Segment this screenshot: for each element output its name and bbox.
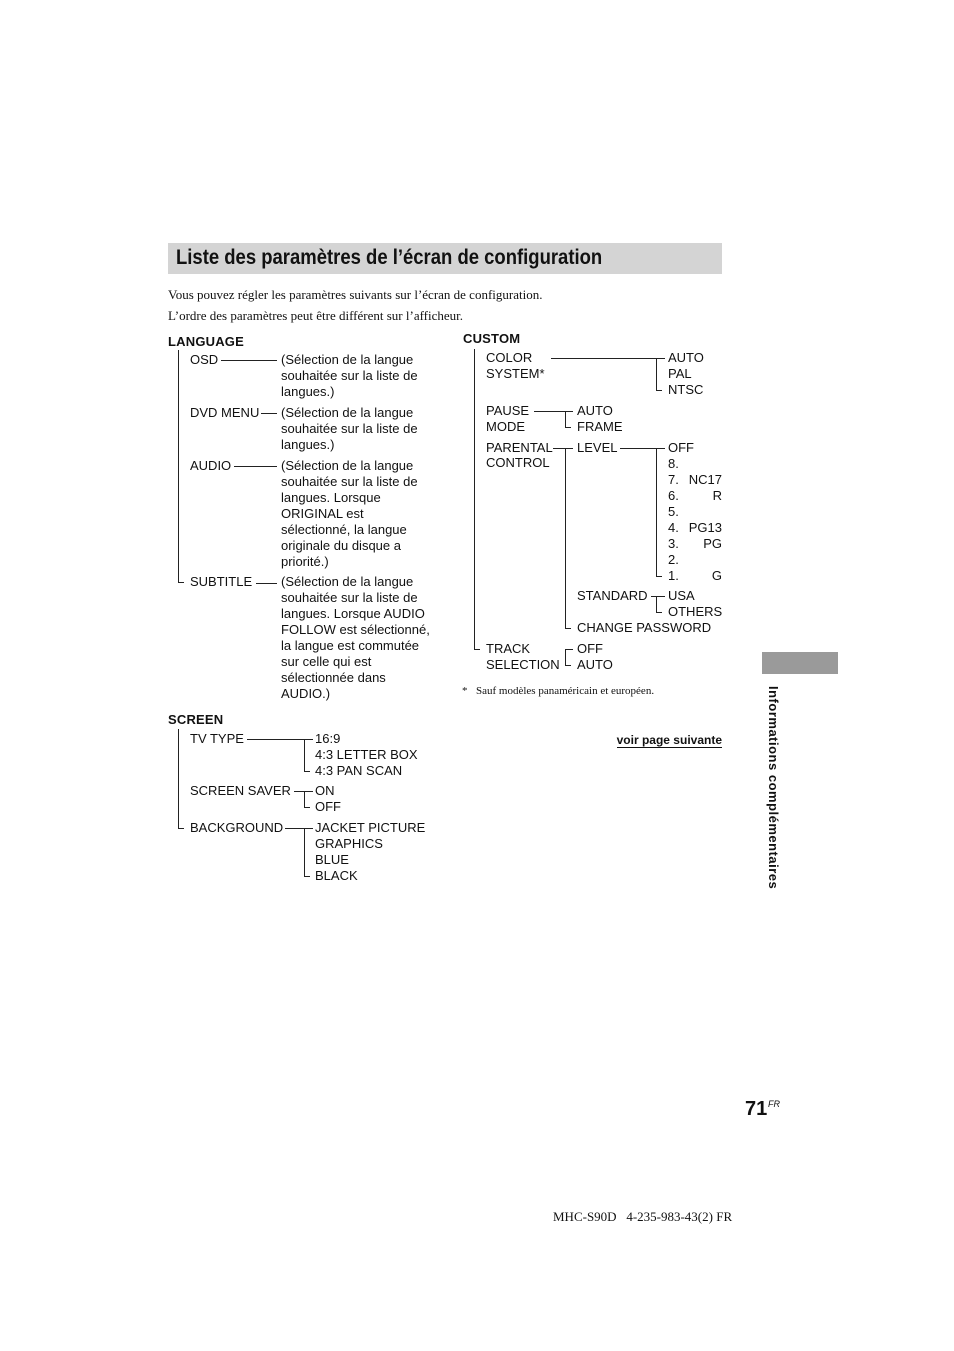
background-option: GRAPHICS — [315, 836, 383, 851]
tree-end-tick — [178, 828, 184, 829]
track-selection-option: OFF — [577, 641, 603, 656]
background-option: JACKET PICTURE — [315, 820, 426, 835]
subtitle-label: SUBTITLE — [190, 574, 253, 589]
option-bracket — [565, 411, 566, 428]
subtitle-desc-8: AUDIO.) — [281, 686, 331, 701]
connector — [285, 828, 313, 829]
connector — [534, 411, 573, 412]
track-selection-option: AUTO — [577, 657, 613, 672]
subtitle-desc-2: souhaitée sur la liste de — [281, 590, 418, 605]
dvd-menu-label: DVD MENU — [190, 405, 260, 420]
audio-desc-3: langues. Lorsque — [281, 490, 381, 505]
parental-control-label: CONTROL — [486, 455, 550, 470]
track-selection-label: TRACK — [486, 641, 531, 656]
audio-desc-1: (Sélection de la langue — [281, 458, 414, 473]
audio-desc-6: originale du disque a — [281, 538, 401, 553]
option-tick — [304, 771, 310, 772]
dvd-menu-desc-3: langues.) — [281, 437, 335, 452]
color-system-option: NTSC — [668, 382, 704, 397]
standard-option: OTHERS — [668, 604, 723, 619]
option-tick — [304, 876, 310, 877]
change-password-label: CHANGE PASSWORD — [577, 620, 712, 635]
background-option: BLUE — [315, 852, 349, 867]
connector — [234, 466, 277, 467]
side-tab-marker — [762, 652, 838, 674]
level-num: OFF — [668, 440, 694, 455]
side-section-label: Informations complémentaires — [766, 686, 781, 890]
tv-type-label: TV TYPE — [190, 731, 244, 746]
audio-desc-5: sélectionné, la langue — [281, 522, 407, 537]
option-bracket — [656, 596, 657, 613]
color-system-label: SYSTEM* — [486, 366, 545, 381]
subtitle-desc-6: sur celle qui est — [281, 654, 372, 669]
tv-type-option: 4:3 LETTER BOX — [315, 747, 418, 762]
screen-saver-label: SCREEN SAVER — [190, 783, 291, 798]
page-lang: FR — [768, 1099, 780, 1109]
language-heading: LANGUAGE — [168, 334, 244, 349]
audio-desc-7: priorité.) — [281, 554, 329, 569]
connector — [551, 358, 665, 359]
screen-saver-option: ON — [315, 783, 335, 798]
screen-tree-line — [178, 729, 179, 829]
next-page-link[interactable]: voir page suivante — [616, 733, 722, 747]
level-num: 8. — [668, 456, 679, 471]
option-tick — [565, 628, 571, 629]
option-bracket — [565, 649, 566, 666]
option-bracket — [304, 791, 305, 808]
option-tick — [656, 612, 662, 613]
color-system-label: COLOR — [486, 350, 533, 365]
connector — [256, 583, 277, 584]
dvd-menu-desc-2: souhaitée sur la liste de — [281, 421, 418, 436]
page-title: Liste des paramètres de l’écran de configuration — [176, 246, 603, 269]
pause-mode-label: MODE — [486, 419, 525, 434]
option-tick — [656, 390, 662, 391]
level-num: 7. — [668, 472, 679, 487]
level-rating: PG — [703, 536, 722, 551]
level-num: 1. — [668, 568, 679, 583]
connector — [553, 448, 573, 449]
option-bracket — [656, 358, 657, 391]
connector — [221, 360, 277, 361]
option-tick — [656, 576, 662, 577]
connector — [565, 649, 573, 650]
dvd-menu-desc-1: (Sélection de la langue — [281, 405, 414, 420]
connector — [620, 448, 665, 449]
osd-desc-1: (Sélection de la langue — [281, 352, 414, 367]
subtitle-desc-4: FOLLOW est sélectionné, — [281, 622, 430, 637]
osd-label: OSD — [190, 352, 219, 367]
option-tick — [565, 427, 571, 428]
intro-line-1: Vous pouvez régler les paramètres suivants sur l’écran de configuration. — [168, 287, 543, 302]
level-num: 6. — [668, 488, 679, 503]
custom-heading: CUSTOM — [463, 331, 521, 346]
page-number: 71 — [745, 1098, 768, 1120]
osd-desc-2: souhaitée sur la liste de — [281, 368, 418, 383]
subtitle-desc-7: sélectionnée dans — [281, 670, 386, 685]
tree-end-tick — [178, 582, 184, 583]
subtitle-desc-5: la langue est commutée — [281, 638, 420, 653]
standard-label: STANDARD — [577, 588, 648, 603]
level-num: 4. — [668, 520, 679, 535]
track-selection-label: SELECTION — [486, 657, 560, 672]
pause-mode-option: AUTO — [577, 403, 613, 418]
audio-label: AUDIO — [190, 458, 232, 473]
level-rating: R — [712, 488, 722, 503]
background-option: BLACK — [315, 868, 358, 883]
level-rating: NC17 — [688, 472, 722, 487]
title-bar — [168, 243, 722, 274]
color-system-option: AUTO — [668, 350, 704, 365]
pause-mode-label: PAUSE — [486, 403, 530, 418]
standard-option: USA — [668, 588, 695, 603]
level-label: LEVEL — [577, 440, 618, 455]
color-system-option: PAL — [668, 366, 692, 381]
subtitle-desc-1: (Sélection de la langue — [281, 574, 414, 589]
level-num: 2. — [668, 552, 679, 567]
level-num: 3. — [668, 536, 679, 551]
intro-line-2: L’ordre des paramètres peut être différent sur l’afficheur. — [168, 308, 464, 323]
screen-heading: SCREEN — [168, 712, 224, 727]
subtitle-desc-3: langues. Lorsque AUDIO — [281, 606, 425, 621]
audio-desc-2: souhaitée sur la liste de — [281, 474, 418, 489]
option-bracket — [304, 828, 305, 877]
level-bracket — [656, 448, 657, 577]
footnote: Sauf modèles panaméricain et européen. — [476, 685, 655, 697]
option-tick — [304, 807, 310, 808]
language-tree-line — [178, 350, 179, 583]
tv-type-option: 16:9 — [315, 731, 341, 746]
parental-control-label: PARENTAL — [486, 440, 553, 455]
pause-mode-option: FRAME — [577, 419, 623, 434]
tree-end-tick — [474, 649, 480, 650]
audio-desc-4: ORIGINAL est — [281, 506, 364, 521]
background-label: BACKGROUND — [190, 820, 284, 835]
level-rating: G — [711, 568, 722, 583]
option-tick — [565, 665, 571, 666]
model-code: MHC-S90D 4-235-983-43(2) FR — [553, 1209, 733, 1224]
custom-tree-line — [474, 349, 475, 650]
footnote-mark: * — [462, 685, 468, 697]
tv-type-option: 4:3 PAN SCAN — [315, 763, 403, 778]
level-num: 5. — [668, 504, 679, 519]
level-rating: PG13 — [688, 520, 722, 535]
screen-saver-option: OFF — [315, 799, 341, 814]
connector — [651, 596, 665, 597]
parental-bracket — [565, 448, 566, 629]
osd-desc-3: langues.) — [281, 384, 335, 399]
connector — [261, 413, 277, 414]
option-bracket — [304, 739, 305, 772]
